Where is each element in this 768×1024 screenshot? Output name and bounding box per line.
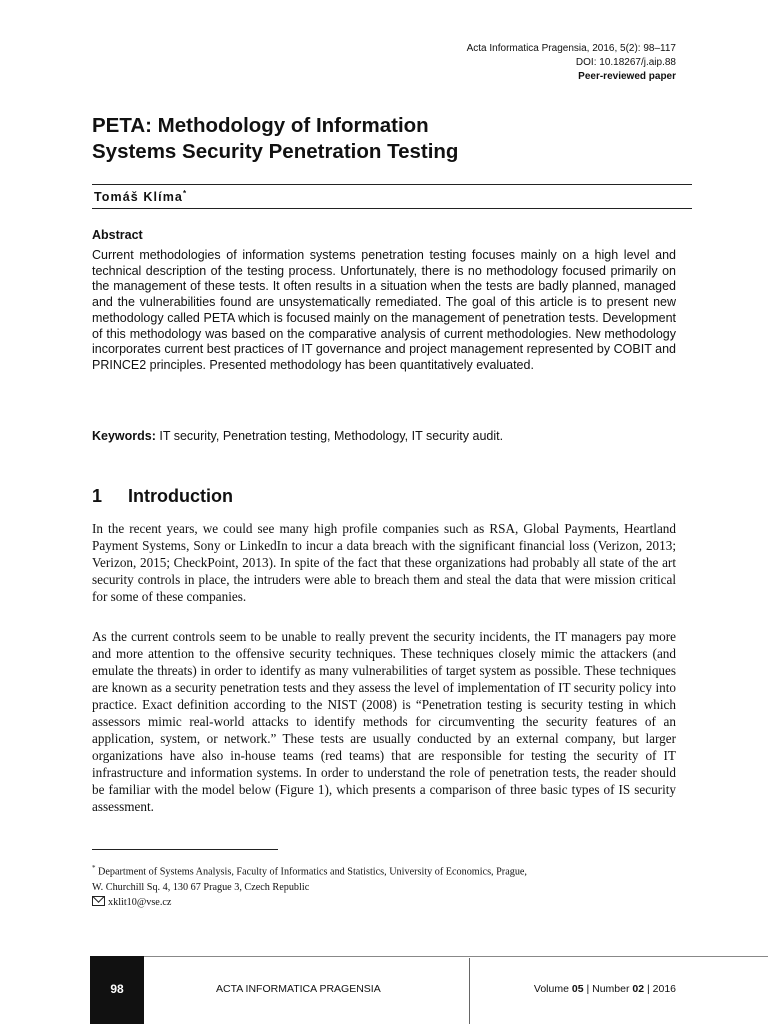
footer-journal-name: ACTA INFORMATICA PRAGENSIA bbox=[216, 983, 381, 995]
page-number: 98 bbox=[90, 956, 144, 1024]
issue-number: 02 bbox=[632, 983, 645, 995]
section-title: Introduction bbox=[128, 486, 233, 506]
footer-volume-info bbox=[534, 983, 676, 995]
volume-label: Volume bbox=[533, 983, 572, 995]
footnote-line-1: Department of Systems Analysis, Faculty of Informatics and Statistics, University of Economics, Prague, bbox=[95, 866, 527, 878]
footnote-email-row bbox=[92, 895, 692, 911]
keywords bbox=[92, 429, 676, 443]
title-line-2: Systems Security Penetration Testing bbox=[92, 140, 459, 163]
year-separator: | bbox=[644, 983, 653, 995]
footnote-mark: * bbox=[92, 864, 96, 872]
footer-rule bbox=[90, 956, 768, 957]
title-line-1: PETA: Methodology of Information bbox=[92, 114, 429, 137]
journal-meta bbox=[467, 42, 676, 84]
volume-number: 05 bbox=[571, 983, 584, 995]
number-label: | Number bbox=[583, 983, 633, 995]
footnote bbox=[92, 861, 692, 911]
author bbox=[94, 189, 186, 204]
envelope-icon bbox=[92, 896, 105, 906]
citation: Acta Informatica Pragensia, 2016, 5(2): 98–117 bbox=[466, 43, 676, 54]
footnote-email[interactable]: xklit10@vse.cz bbox=[108, 897, 172, 909]
author-rule-bottom bbox=[92, 208, 692, 209]
abstract-heading: Abstract bbox=[92, 228, 143, 242]
peer-review-label: Peer-reviewed paper bbox=[578, 71, 676, 82]
paper-title bbox=[92, 113, 652, 165]
body-paragraph-1: In the recent years, we could see many high profile companies such as RSA, Global Payments, Heartland Payment Systems, Sony or LinkedIn to incur a data breach with the significant financial loss (Verizon, 2013; Verizon, 2015; CheckPoint, 2013). In spite of the fact that these organizations had probably all state of the art security controls in place, the intruders were able to breach them and steal the data that were mission critical for some of these companies. bbox=[92, 521, 676, 604]
author-name: Tomáš Klíma bbox=[94, 190, 183, 205]
author-footnote-mark: * bbox=[182, 189, 187, 198]
footnote-affiliation bbox=[92, 861, 692, 880]
doi: DOI: 10.18267/j.aip.88 bbox=[575, 57, 676, 68]
footnote-rule bbox=[92, 849, 278, 850]
footnote-line-2: W. Churchill Sq. 4, 130 67 Prague 3, Czech Republic bbox=[92, 881, 310, 893]
section-number: 1 bbox=[92, 486, 103, 506]
footer-divider bbox=[469, 958, 470, 1024]
year: 2016 bbox=[652, 983, 676, 995]
section-heading bbox=[92, 486, 233, 507]
body-paragraph-2: As the current controls seem to be unable to really prevent the security incidents, the IT managers pay more and more attention to the offensive security techniques. These techniques closely mimic the attackers (and emulate the threats) in order to identify as many vulnerabilities of target system as possible. These techniques are known as a security penetration tests and they assess the level of implementation of IT security policy into practice. Exact definition according to the NIST (2008) is “Penetration testing is security testing in which assessors mimic real-world attacks to identify methods for circumventing the security features of an application, system, or network.” These tests are usually conducted by an external company, but larger organizations have also in-house teams (red teams) that are responsible for testing the security of IT infrastructure and information systems. In order to understand the role of penetration tests, the reader should be familiar with the model below (Figure 1), which presents a comparison of three basic types of IS security assessment. bbox=[92, 629, 676, 814]
keywords-label: Keywords: bbox=[92, 429, 156, 443]
abstract-text: Current methodologies of information systems penetration testing focuses mainly on a high level and technical description of the testing process. Unfortunately, there is no methodology focused primarily on the management of these tests. It often results in a situation when the tests are badly planned, managed and the vulnerabilities found are unsystematically remediated. The goal of this article is to present new methodology called PETA which is focused mainly on the management of penetration tests. Development of this methodology was based on the comparative analysis of current methodologies. New methodology incorporates current best practices of IT governance and project management represented by COBIT and PRINCE2 principles. Presented methodology has been quantitatively evaluated. bbox=[92, 248, 676, 372]
author-rule-top bbox=[92, 184, 692, 185]
keywords-text: IT security, Penetration testing, Methodology, IT security audit. bbox=[155, 429, 504, 443]
